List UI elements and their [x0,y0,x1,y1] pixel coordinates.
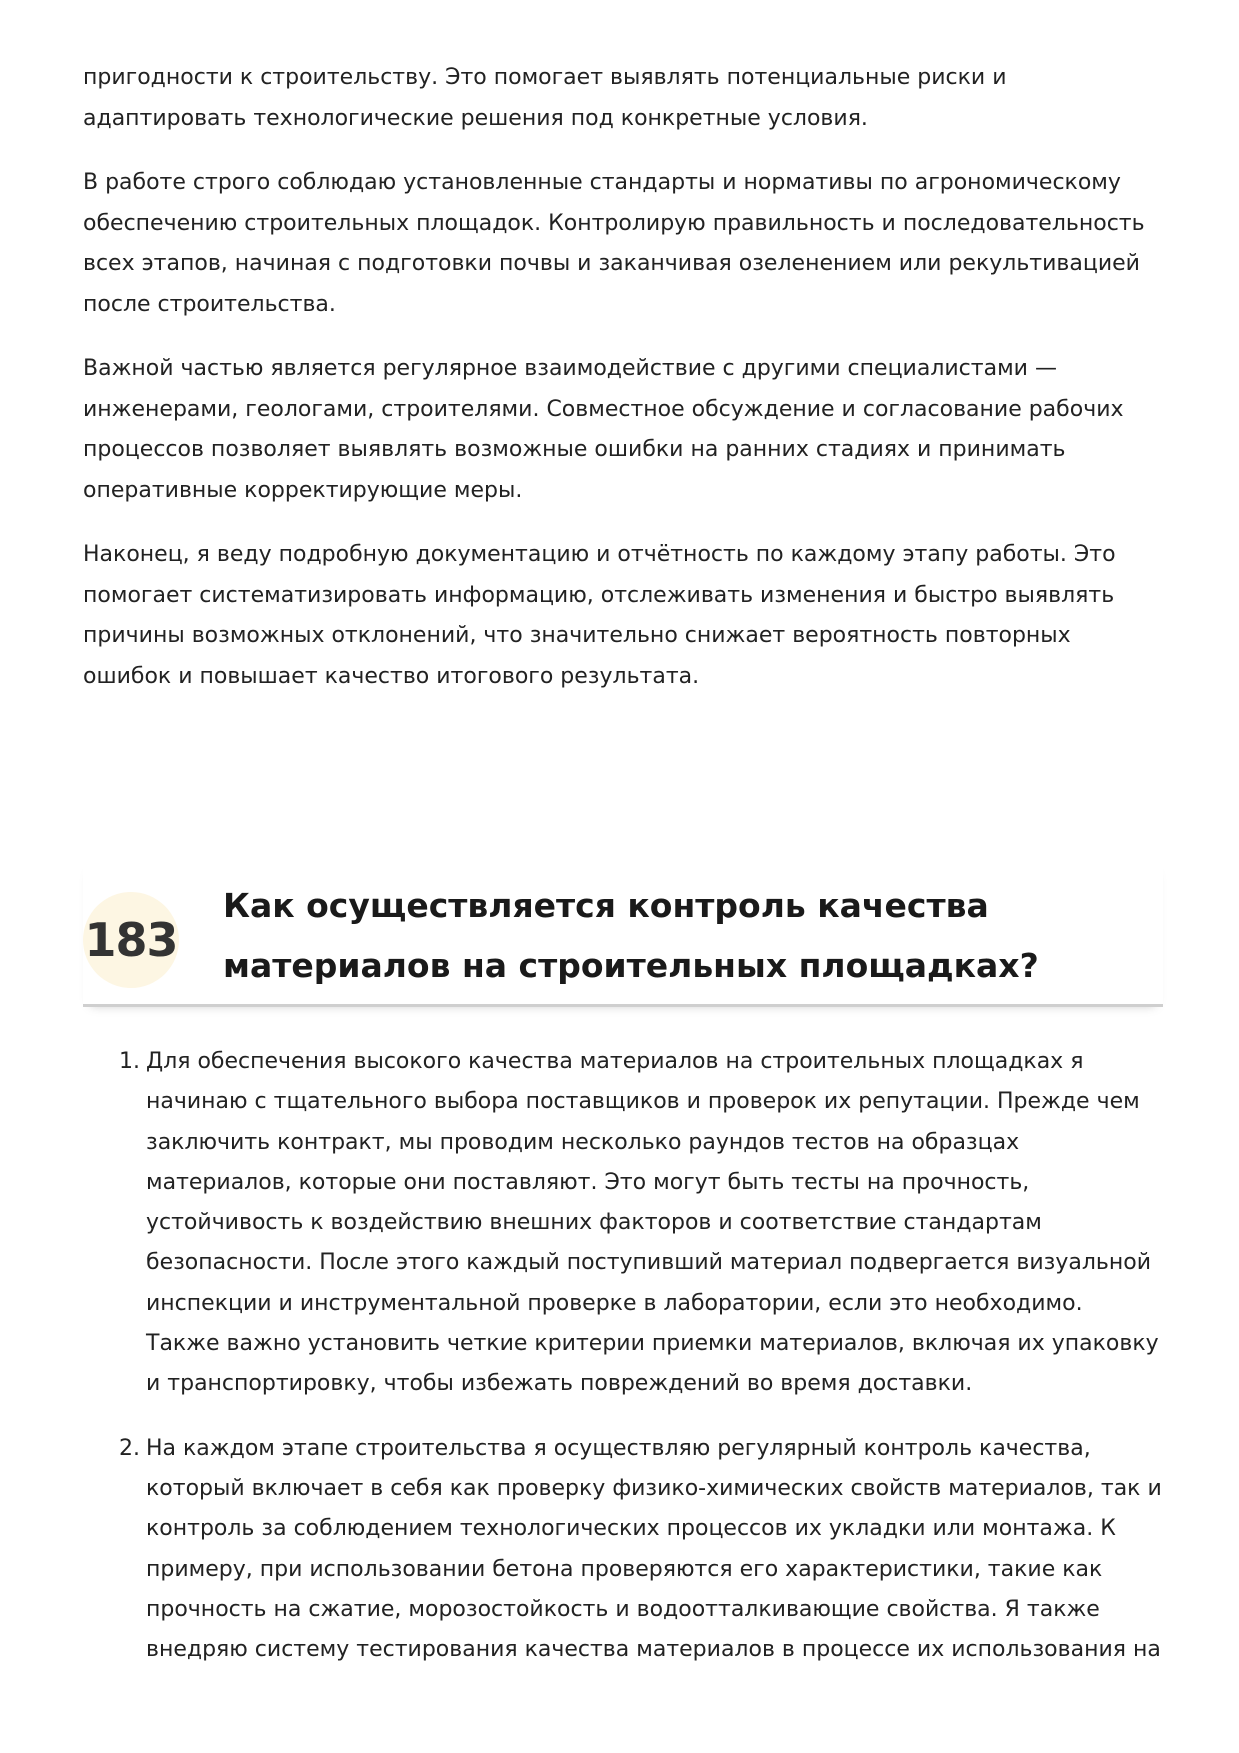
answer-list [83,1042,1163,1694]
answer-item [83,1429,1163,1671]
paragraph: В работе строго соблюдаю установленные стандарты и нормативы по агрономическому обеспечению строительных площадок. Контролирую правильность и последовательность всех этапов, начиная с подготовки почвы и заканчивая озеленением или рекультивацией после строительства. [83,170,1145,317]
question-header [83,860,1163,1007]
question-title: Как осуществляется контроль качества материалов на строительных площадках? [223,886,1039,985]
paragraph: пригодности к строительству. Это помогает выявлять потенциальные риски и адаптировать технологические решения под конкретные условия. [83,65,1007,131]
answer-number: 1. [119,1049,140,1074]
answer-item [83,1042,1163,1405]
paragraph: Важной частью является регулярное взаимодействие с другими специалистами — инженерами, геологами, строителями. Совместное обсуждение и согласование рабочих процессов позволяет выявлять возможные ошибки на ранних стадиях и принимать оперативные корректирующие меры. [83,356,1124,503]
intro-text [83,58,1163,721]
paragraph: Наконец, я веду подробную документацию и отчётность по каждому этапу работы. Это помогает систематизировать информацию, отслеживать изменения и быстро выявлять причины возможных отклонений, что значительно снижает вероятность повторных ошибок и повышает качество итогового результата. [83,542,1116,689]
question-number-badge: 183 [83,892,179,988]
answer-text: На каждом этапе строительства я осуществляю регулярный контроль качества, который включает в себя как проверку физико-химических свойств материалов, так и контроль за соблюдением технологических процессов их укладки или монтажа. К примеру, при использовании бетона проверяются его характеристики, такие как прочность на сжатие, морозостойкость и водоотталкивающие свойства. Я также внедряю систему тестирования качества материалов в процессе их использования на [146,1435,1162,1663]
answer-text: Для обеспечения высокого качества материалов на строительных площадках я начинаю с тщательного выбора поставщиков и проверок их репутации. Прежде чем заключить контракт, мы проводим несколько раундов тестов на образцах материалов, которые они поставляют. Это могут быть тесты на прочность, устойчивость к воздействию внешних факторов и соответствие стандартам безопасности. После этого каждый поступивший материал подвергается визуальной инспекции и инструментальной проверке в лаборатории, если это необходимо. Также важно установить четкие критерии приемки материалов, включая их упаковку и транспортировку, чтобы избежать повреждений во время доставки. [146,1049,1159,1397]
answer-number: 2. [119,1435,140,1461]
